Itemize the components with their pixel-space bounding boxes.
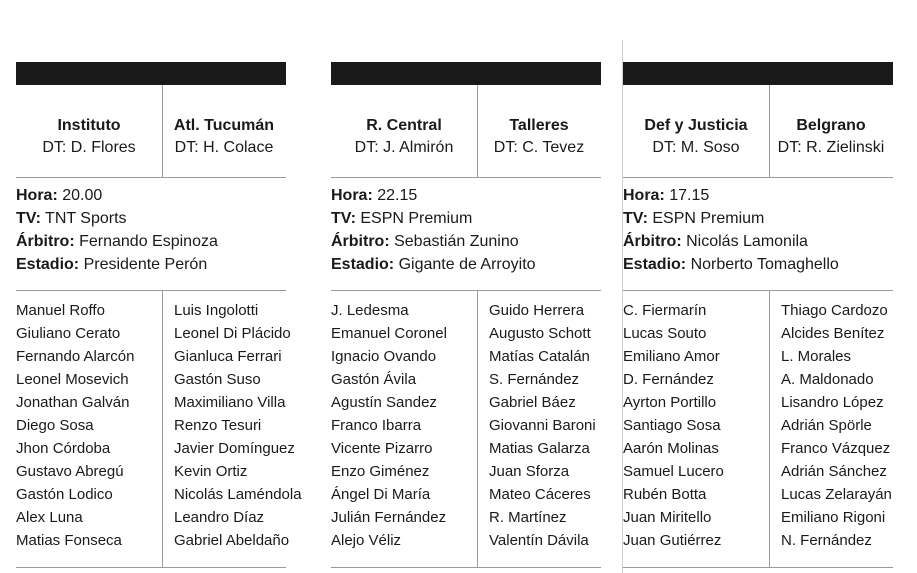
player-name: Fernando Alarcón [16, 348, 135, 365]
player-name: Matias Galarza [489, 440, 590, 457]
header-bar [16, 62, 286, 85]
home-team-name: R. Central [366, 117, 442, 134]
stadium-label: Estadio: [331, 256, 395, 273]
home-lineup [16, 299, 134, 552]
referee-value: Sebastián Zunino [394, 233, 519, 250]
player-name: Jonathan Galván [16, 394, 130, 411]
player-name: N. Fernández [781, 532, 872, 549]
player-name: Gastón Suso [174, 371, 261, 388]
player-name: R. Martínez [489, 509, 567, 526]
player-name: Emiliano Amor [623, 348, 720, 365]
player-name: Alex Luna [16, 509, 83, 526]
match-time-label: Hora: [331, 187, 373, 204]
home-team-coach: DT: M. Soso [652, 139, 740, 156]
referee-label: Árbitro: [16, 233, 75, 250]
player-name: Matías Catalán [489, 348, 590, 365]
player-name: Guido Herrera [489, 302, 585, 319]
player-name: Lucas Zelarayán [781, 486, 892, 503]
match-time-row [331, 184, 601, 207]
tv-channel-label: TV: [16, 210, 41, 227]
referee-value: Fernando Espinoza [79, 233, 218, 250]
referee-label: Árbitro: [331, 233, 390, 250]
player-name: Lisandro López [781, 394, 884, 411]
away-lineup [781, 299, 892, 552]
home-team [16, 115, 162, 159]
player-name: Franco Ibarra [331, 417, 422, 434]
player-name: Kevin Ortiz [174, 463, 248, 480]
away-team-name: Atl. Tucumán [173, 117, 275, 134]
player-name: Juan Sforza [489, 463, 570, 480]
match-card-1 [16, 62, 302, 568]
player-name: Alejo Véliz [331, 532, 402, 549]
home-team-coach: DT: D. Flores [42, 139, 136, 156]
referee-label: Árbitro: [623, 233, 682, 250]
away-team-coach: DT: R. Zielinski [777, 139, 885, 156]
match-time-row [623, 184, 893, 207]
match-info [623, 178, 893, 291]
player-name: Juan Gutiérrez [623, 532, 722, 549]
lineups-separator [769, 291, 770, 567]
player-name: Matias Fonseca [16, 532, 122, 549]
player-name: Julián Fernández [331, 509, 447, 526]
away-lineup [489, 299, 596, 552]
match-time-label: Hora: [16, 187, 58, 204]
player-name: Maximiliano Villa [174, 394, 286, 411]
tv-channel-label: TV: [331, 210, 356, 227]
header-bar [623, 62, 893, 85]
lineups-separator [477, 291, 478, 567]
player-name: Emiliano Rigoni [781, 509, 886, 526]
player-name: Mateo Cáceres [489, 486, 591, 503]
tv-channel-row [16, 207, 286, 230]
player-name: D. Fernández [623, 371, 714, 388]
home-team-coach: DT: J. Almirón [354, 139, 454, 156]
player-name: Adrián Sánchez [781, 463, 887, 480]
match-time-label: Hora: [623, 187, 665, 204]
player-name: Rubén Botta [623, 486, 707, 503]
stadium-label: Estadio: [623, 256, 687, 273]
lineups [623, 291, 893, 568]
referee-value: Nicolás Lamonila [686, 233, 808, 250]
player-name: C. Fiermarín [623, 302, 707, 319]
home-team [623, 115, 769, 159]
away-team [477, 115, 601, 159]
tv-channel-row [331, 207, 601, 230]
player-name: Thiago Cardozo [781, 302, 888, 319]
home-team-name: Instituto [57, 117, 121, 134]
lineups [331, 291, 601, 568]
player-name: Emanuel Coronel [331, 325, 447, 342]
player-name: Giovanni Baroni [489, 417, 596, 434]
player-name: Leonel Di Plácido [174, 325, 291, 342]
player-name: A. Maldonado [781, 371, 874, 388]
player-name: Ángel Di María [331, 486, 431, 503]
away-team-name: Talleres [509, 117, 569, 134]
player-name: Ignacio Ovando [331, 348, 437, 365]
player-name: Aarón Molinas [623, 440, 719, 457]
player-name: Juan Miritello [623, 509, 712, 526]
match-time-value: 17.15 [669, 187, 710, 204]
player-name: Luis Ingolotti [174, 302, 259, 319]
referee-row [623, 230, 893, 253]
player-name: Nicolás Laméndola [174, 486, 302, 503]
match-info [16, 178, 286, 291]
player-name: Leonel Mosevich [16, 371, 129, 388]
player-name: S. Fernández [489, 371, 580, 388]
stadium-value: Gigante de Arroyito [398, 256, 536, 273]
away-team-coach: DT: H. Colace [174, 139, 274, 156]
player-name: Augusto Schott [489, 325, 591, 342]
lineups-separator [162, 291, 163, 567]
home-lineup [331, 299, 447, 552]
teams-row [16, 85, 286, 178]
player-name: Gustavo Abregú [16, 463, 124, 480]
home-lineup [623, 299, 724, 552]
tv-channel-value: ESPN Premium [360, 210, 473, 227]
lineups [16, 291, 302, 568]
teams-row [331, 85, 601, 178]
away-team [769, 115, 893, 159]
tv-channel-value: TNT Sports [45, 210, 127, 227]
player-name: J. Ledesma [331, 302, 409, 319]
player-name: Jhon Córdoba [16, 440, 111, 457]
player-name: L. Morales [781, 348, 852, 365]
away-team-coach: DT: C. Tevez [493, 139, 585, 156]
player-name: Enzo Giménez [331, 463, 430, 480]
match-card-2 [331, 62, 601, 568]
player-name: Valentín Dávila [489, 532, 589, 549]
player-name: Samuel Lucero [623, 463, 724, 480]
player-name: Renzo Tesuri [174, 417, 262, 434]
player-name: Gabriel Abeldaño [174, 532, 290, 549]
home-team [331, 115, 477, 159]
stadium-value: Norberto Tomaghello [690, 256, 839, 273]
referee-row [331, 230, 601, 253]
tv-channel-value: ESPN Premium [652, 210, 765, 227]
player-name: Manuel Roffo [16, 302, 105, 319]
player-name: Gabriel Báez [489, 394, 576, 411]
stadium-value: Presidente Perón [83, 256, 208, 273]
match-info [331, 178, 601, 291]
player-name: Giuliano Cerato [16, 325, 121, 342]
stadium-row [623, 253, 893, 276]
teams-row [623, 85, 893, 178]
player-name: Gastón Ávila [331, 371, 417, 388]
match-card-3 [623, 62, 893, 568]
player-name: Diego Sosa [16, 417, 94, 434]
player-name: Agustín Sandez [331, 394, 437, 411]
player-name: Gianluca Ferrari [174, 348, 282, 365]
away-team [162, 115, 286, 159]
home-team-name: Def y Justicia [644, 117, 748, 134]
player-name: Lucas Souto [623, 325, 707, 342]
player-name: Javier Domínguez [174, 440, 295, 457]
stadium-row [331, 253, 601, 276]
player-name: Alcides Benítez [781, 325, 885, 342]
match-time-value: 20.00 [62, 187, 103, 204]
match-time-row [16, 184, 286, 207]
tv-channel-label: TV: [623, 210, 648, 227]
player-name: Leandro Díaz [174, 509, 265, 526]
player-name: Santiago Sosa [623, 417, 721, 434]
stadium-row [16, 253, 286, 276]
match-time-value: 22.15 [377, 187, 418, 204]
referee-row [16, 230, 286, 253]
away-team-name: Belgrano [796, 117, 866, 134]
player-name: Vicente Pizarro [331, 440, 433, 457]
away-lineup [174, 299, 302, 552]
player-name: Gastón Lodico [16, 486, 113, 503]
player-name: Franco Vázquez [781, 440, 891, 457]
player-name: Ayrton Portillo [623, 394, 717, 411]
header-bar [331, 62, 601, 85]
tv-channel-row [623, 207, 893, 230]
stadium-label: Estadio: [16, 256, 80, 273]
player-name: Adrián Spörle [781, 417, 872, 434]
